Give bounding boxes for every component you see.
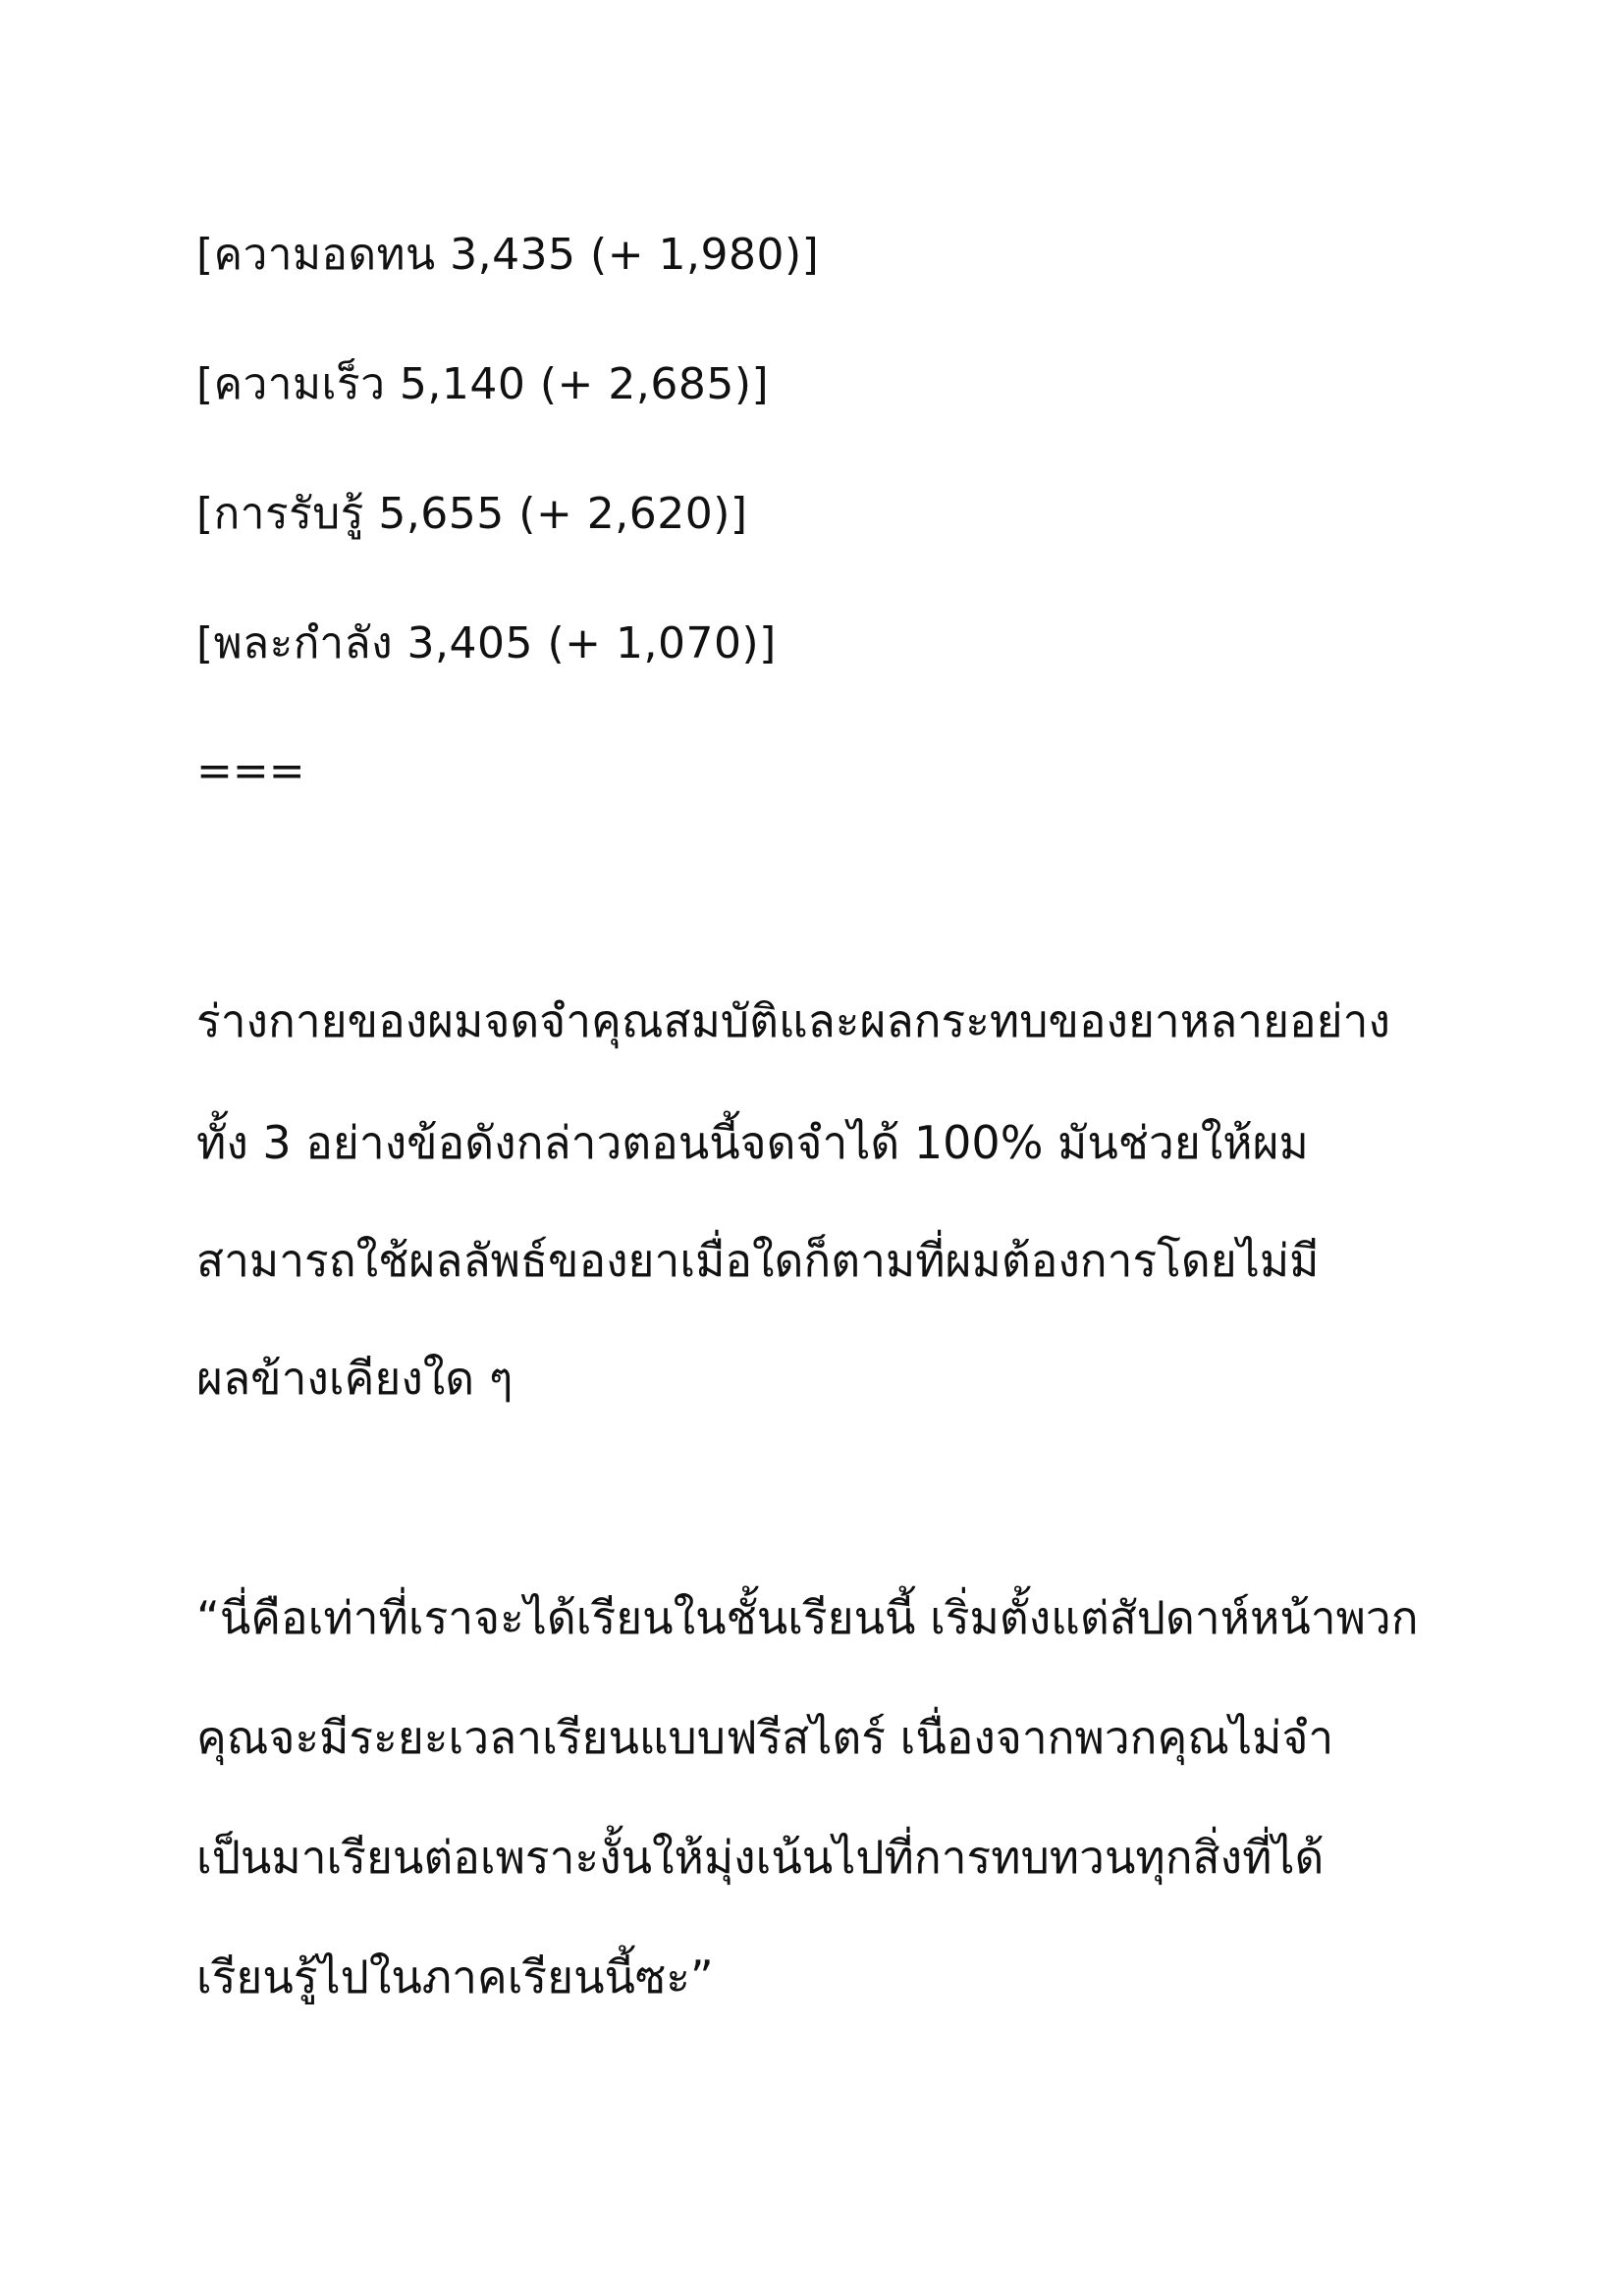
stat-speed: [ความเร็ว 5,140 (+ 2,685)] bbox=[196, 359, 770, 409]
paragraph-1-line-2: ทั้ง 3 อย่างข้อดังกล่าวตอนนี้จดจำได้ 100% มันช่วยให้ผม bbox=[196, 1116, 1309, 1169]
stat-endurance: [ความอดทน 3,435 (+ 1,980)] bbox=[196, 230, 820, 280]
stat-strength: [พละกำลัง 3,405 (+ 1,070)] bbox=[196, 618, 777, 668]
stat-perception: [การรับรู้ 5,655 (+ 2,620)] bbox=[196, 489, 748, 539]
paragraph-2-line-4: เรียนรู้ไปในภาคเรียนนี้ซะ” bbox=[196, 1950, 714, 2003]
section-separator: === bbox=[196, 746, 305, 796]
paragraph-1-line-1: ร่างกายของผมจดจำคุณสมบัติและผลกระทบของยาหลายอย่าง bbox=[196, 994, 1390, 1047]
paragraph-2-line-2: คุณจะมีระยะเวลาเรียนแบบฟรีสไตร์ เนื่องจากพวกคุณไม่จำ bbox=[196, 1711, 1334, 1764]
paragraph-2-line-3: เป็นมาเรียนต่อเพราะงั้นให้มุ่งเน้นไปที่การทบทวนทุกสิ่งที่ได้ bbox=[196, 1831, 1325, 1884]
paragraph-2-line-1: “นี่คือเท่าที่เราจะได้เรียนในชั้นเรียนนี้ เริ่มตั้งแต่สัปดาห์หน้าพวก bbox=[196, 1591, 1419, 1644]
paragraph-1-line-4: ผลข้างเคียงใด ๆ bbox=[196, 1352, 514, 1405]
paragraph-1-line-3: สามารถใช้ผลลัพธ์ของยาเมื่อใดก็ตามที่ผมต้องการโดยไม่มี bbox=[196, 1234, 1320, 1287]
